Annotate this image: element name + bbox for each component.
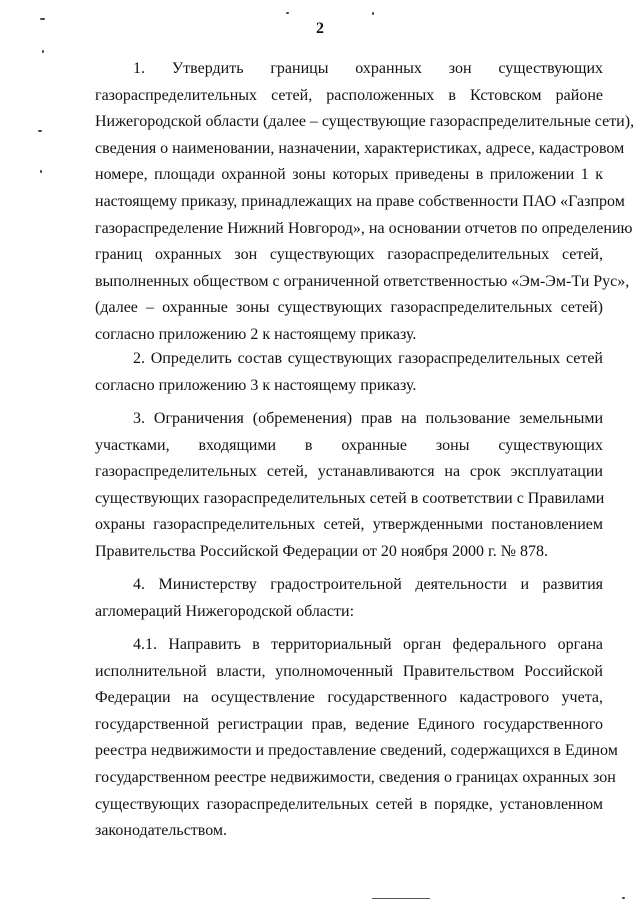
paragraph-3 bbox=[95, 406, 603, 566]
text-line: существующих газораспределительных сетей в соответствии с Правилами bbox=[95, 489, 605, 507]
text-line: 1. Утвердить границы охранных зон существующих bbox=[133, 60, 603, 77]
text-line: исполнительной власти, уполномоченный Правительством Российской bbox=[95, 662, 603, 680]
text-line: согласно приложению 2 к настоящему приказу. bbox=[95, 325, 417, 343]
text-line: сведения о наименовании, назначении, характеристиках, адресе, кадастровом bbox=[95, 139, 625, 157]
scan-mark bbox=[38, 130, 42, 132]
text-line: номере, площади охранной зоны которых приведены в приложении 1 к bbox=[95, 166, 603, 184]
text-line: границ охранных зон существующих газораспределительных сетей, bbox=[95, 246, 603, 264]
text-line: газораспределительных сетей, расположенных в Кстовском районе bbox=[95, 86, 603, 104]
paragraph-1 bbox=[95, 56, 635, 349]
paragraph-2 bbox=[95, 346, 603, 399]
text-line: 2. Определить состав существующих газораспределительных сетей bbox=[133, 350, 603, 367]
page-number: 2 bbox=[316, 20, 324, 37]
text-line: 3. Ограничения (обременения) прав на пользование земельными bbox=[133, 410, 603, 427]
text-line: 4. Министерству градостроительной деятельности и развития bbox=[133, 576, 603, 593]
footer-rule bbox=[372, 898, 430, 899]
text-line: газораспределительных сетей, устанавливаются на срок эксплуатации bbox=[95, 463, 603, 481]
text-line: согласно приложению 3 к настоящему приказу. bbox=[95, 376, 417, 394]
text-line: существующих газораспределительных сетей в порядке, установленном bbox=[95, 795, 603, 813]
paragraph-4-1 bbox=[95, 632, 618, 845]
text-line: настоящему приказу, принадлежащих на праве собственности ПАО «Газпром bbox=[95, 192, 625, 210]
text-line: газораспределение Нижний Новгород», на основании отчетов по определению bbox=[95, 219, 633, 237]
text-line: государственной регистрации прав, ведение Единого государственного bbox=[95, 715, 603, 733]
text-line: реестра недвижимости и предоставление сведений, содержащихся в Едином bbox=[95, 742, 618, 760]
scan-mark bbox=[42, 50, 44, 53]
text-line: агломераций Нижегородской области: bbox=[95, 602, 355, 620]
text-line: участками, входящими в охранные зоны существующих bbox=[95, 436, 603, 454]
text-line: законодательством. bbox=[95, 822, 228, 840]
text-line: выполненных обществом с ограниченной ответственностью «Эм-Эм-Ти Рус», bbox=[95, 272, 630, 290]
scan-mark bbox=[40, 18, 45, 20]
scan-mark bbox=[286, 12, 289, 14]
text-line: охраны газораспределительных сетей, утвержденными постановлением bbox=[95, 516, 603, 534]
scan-mark bbox=[40, 170, 42, 173]
paragraph-4 bbox=[95, 572, 603, 625]
text-line: (далее – охранные зоны существующих газораспределительных сетей) bbox=[95, 299, 603, 317]
text-line: Правительства Российской Федерации от 20 ноября 2000 г. № 878. bbox=[95, 542, 549, 560]
text-line: 4.1. Направить в территориальный орган федерального органа bbox=[133, 636, 603, 653]
scan-mark bbox=[622, 897, 625, 899]
text-line: государственном реестре недвижимости, сведения о границах охранных зон bbox=[95, 768, 616, 786]
text-line: Нижегородской области (далее – существующие газораспределительные сети), bbox=[95, 113, 635, 131]
scan-mark bbox=[372, 12, 374, 15]
text-line: Федерации на осуществление государственного кадастрового учета, bbox=[95, 689, 603, 707]
